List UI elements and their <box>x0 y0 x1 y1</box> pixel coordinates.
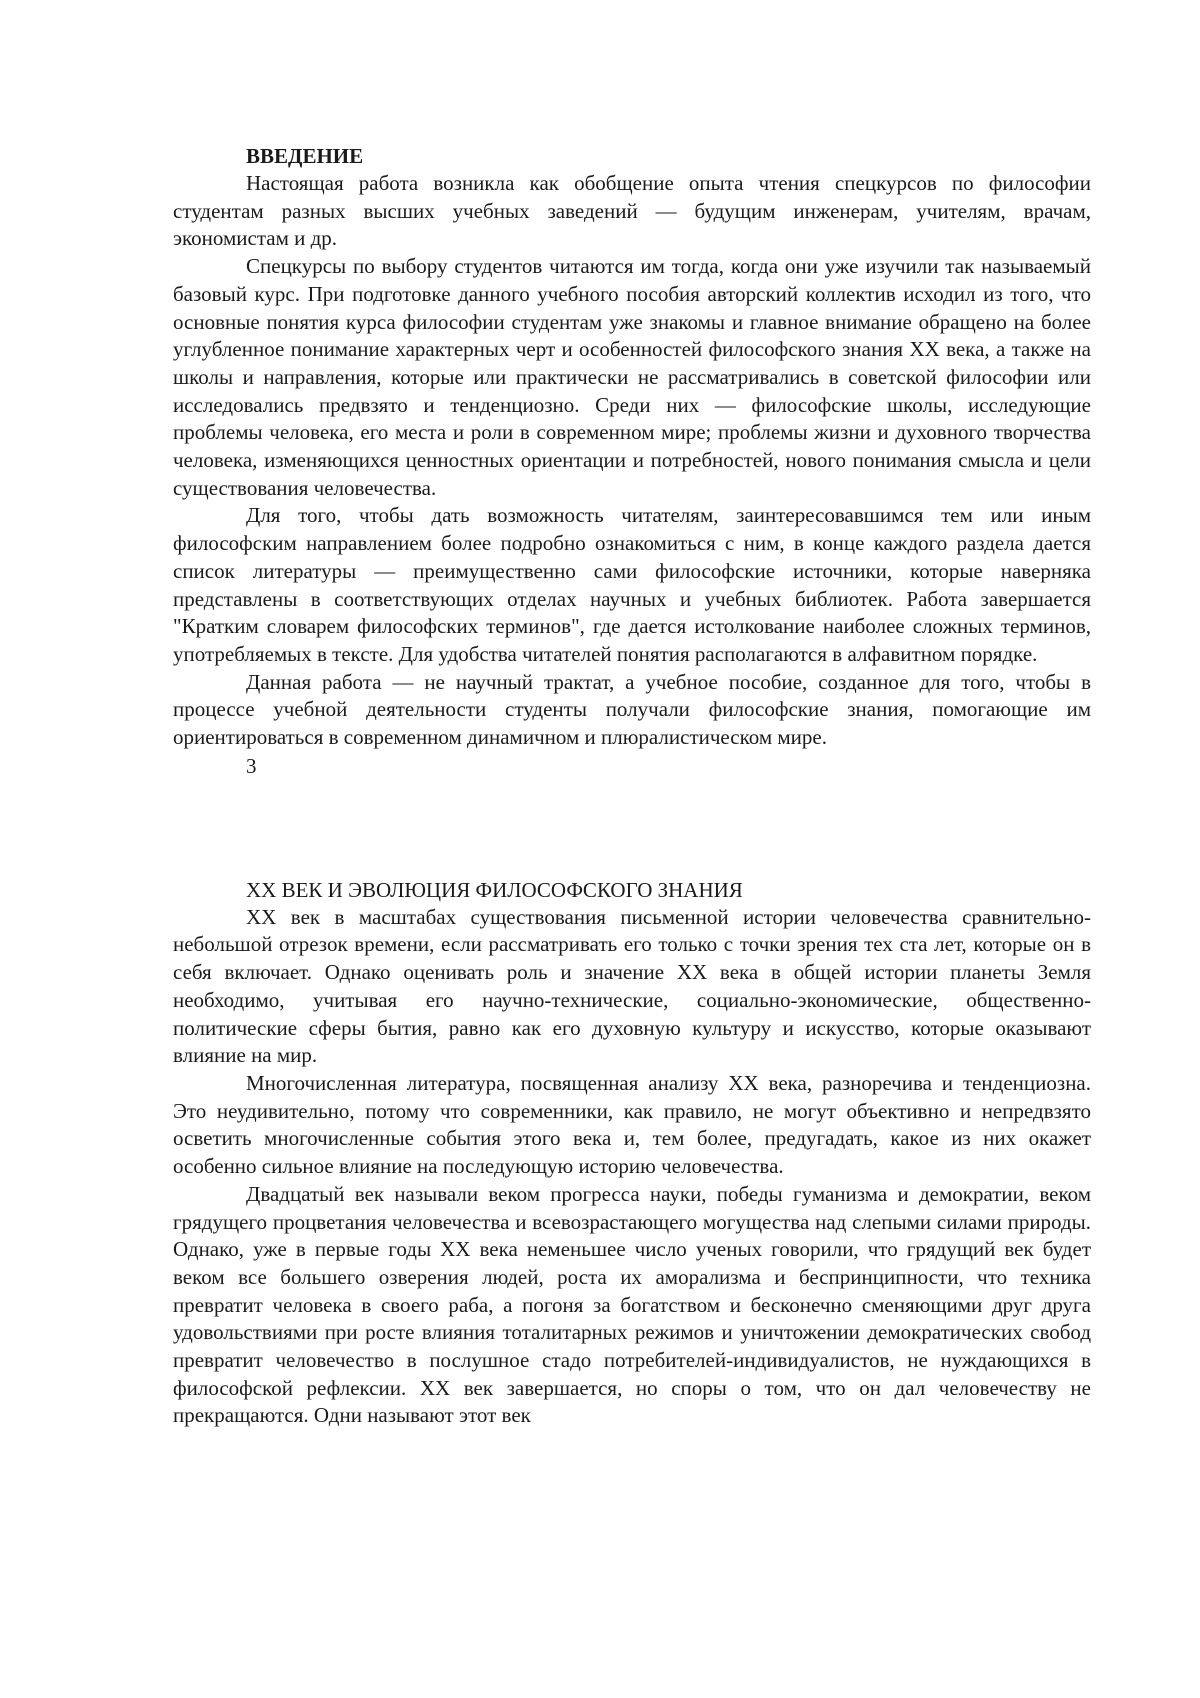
intro-paragraph-1: Настоящая работа возникла как обобщение опыта чтения спецкурсов по философии студентам разных высших учебных заведений — будущим инженерам, учителям, врачам, экономистам и др. <box>173 171 1091 251</box>
chapter-heading: XX ВЕК И ЭВОЛЮЦИЯ ФИЛОСОФСКОГО ЗНАНИЯ <box>246 877 743 902</box>
chapter-paragraph-2: Многочисленная литература, посвященная анализу XX века, разноречива и тенденциозна. Это неудивительно, потому что современники, как правило, не могут объективно и непредвзято осветить многочисленные события этого века и, тем более, предугадать, какое из них окажет особенно сильное влияние на последующую историю человечества. <box>173 1070 1091 1179</box>
section-gap <box>173 780 1091 876</box>
intro-paragraph-4: Данная работа — не научный трактат, а учебное пособие, созданное для того, чтобы в процессе учебной деятельности студенты получали философские знания, помогающие им ориентироваться в современном динамичном и плюралистическом мире. <box>173 669 1091 750</box>
intro-paragraph-3: Для того, чтобы дать возможность читателям, заинтересовавшимся тем или иным философским направлением более подробно ознакомиться с ним, в конце каждого раздела дается список литературы — преимущественно сами философские источники, которые наверняка представлены в соответствующих отделах научных и учебных библиотек. Работа завершается "Кратким словарем философских терминов", где дается истолкование наиболее сложных терминов, употребляемых в тексте. Для удобства читателей понятия располагаются в алфавитном порядке. <box>173 503 1091 666</box>
intro-paragraph-2: Спецкурсы по выбору студентов читаются им тогда, когда они уже изучили так называемый базовый курс. При подготовке данного учебного пособия авторский коллектив исходил из того, что основные понятия курса философии студентам уже знакомы и главное внимание обращено на более углубленное понимание характерных черт и особенностей философского знания XX века, а также на школы и направления, которые или практически не рассматривались в советской философии или исследовались предвзято и тенденциозно. Среди них — философские школы, исследующие проблемы человека, его места и роли в современном мире; проблемы жизни и духовного творчества человека, изменяющихся ценностных ориентации и потребностей, нового понимания смысла и цели существования человечества. <box>173 254 1091 500</box>
page-number: 3 <box>246 753 257 778</box>
chapter-paragraph-3: Двадцатый век называли веком прогресса науки, победы гуманизма и демократии, веком грядущего процветания человечества и всевозрастающего могущества над слепыми силами природы. Однако, уже в первые годы XX века неменьшее число ученых говорили, что грядущий век будет веком все большего озверения людей, роста их аморализма и беспринципности, что техника превратит человека в своего раба, а погоня за богатством и бесконечно сменяющими друг друга удовольствиями при росте влияния тоталитарных режимов и уничтожении демократических свобод превратит человечество в послушное стадо потребителей-индивидуалистов, не нуждающихся в философской рефлексии. XX век завершается, но споры о том, что он дал человечеству не прекращаются. Одни называют этот век <box>173 1181 1091 1428</box>
chapter-paragraph-1: XX век в масштабах существования письменной истории человечества сравнительно-небольшой отрезок времени, если рассматривать его только с точки зрения тех ста лет, которые он в себя включает. Однако оценивать роль и значение XX века в общей истории планеты Земля необходимо, учитывая его научно-технические, социально-экономические, общественно-политические сферы бытия, равно как его духовную культуру и искусство, которые оказывают влияние на мир. <box>173 904 1091 1068</box>
document-page <box>173 142 1091 1430</box>
intro-heading: ВВЕДЕНИЕ <box>246 144 364 168</box>
